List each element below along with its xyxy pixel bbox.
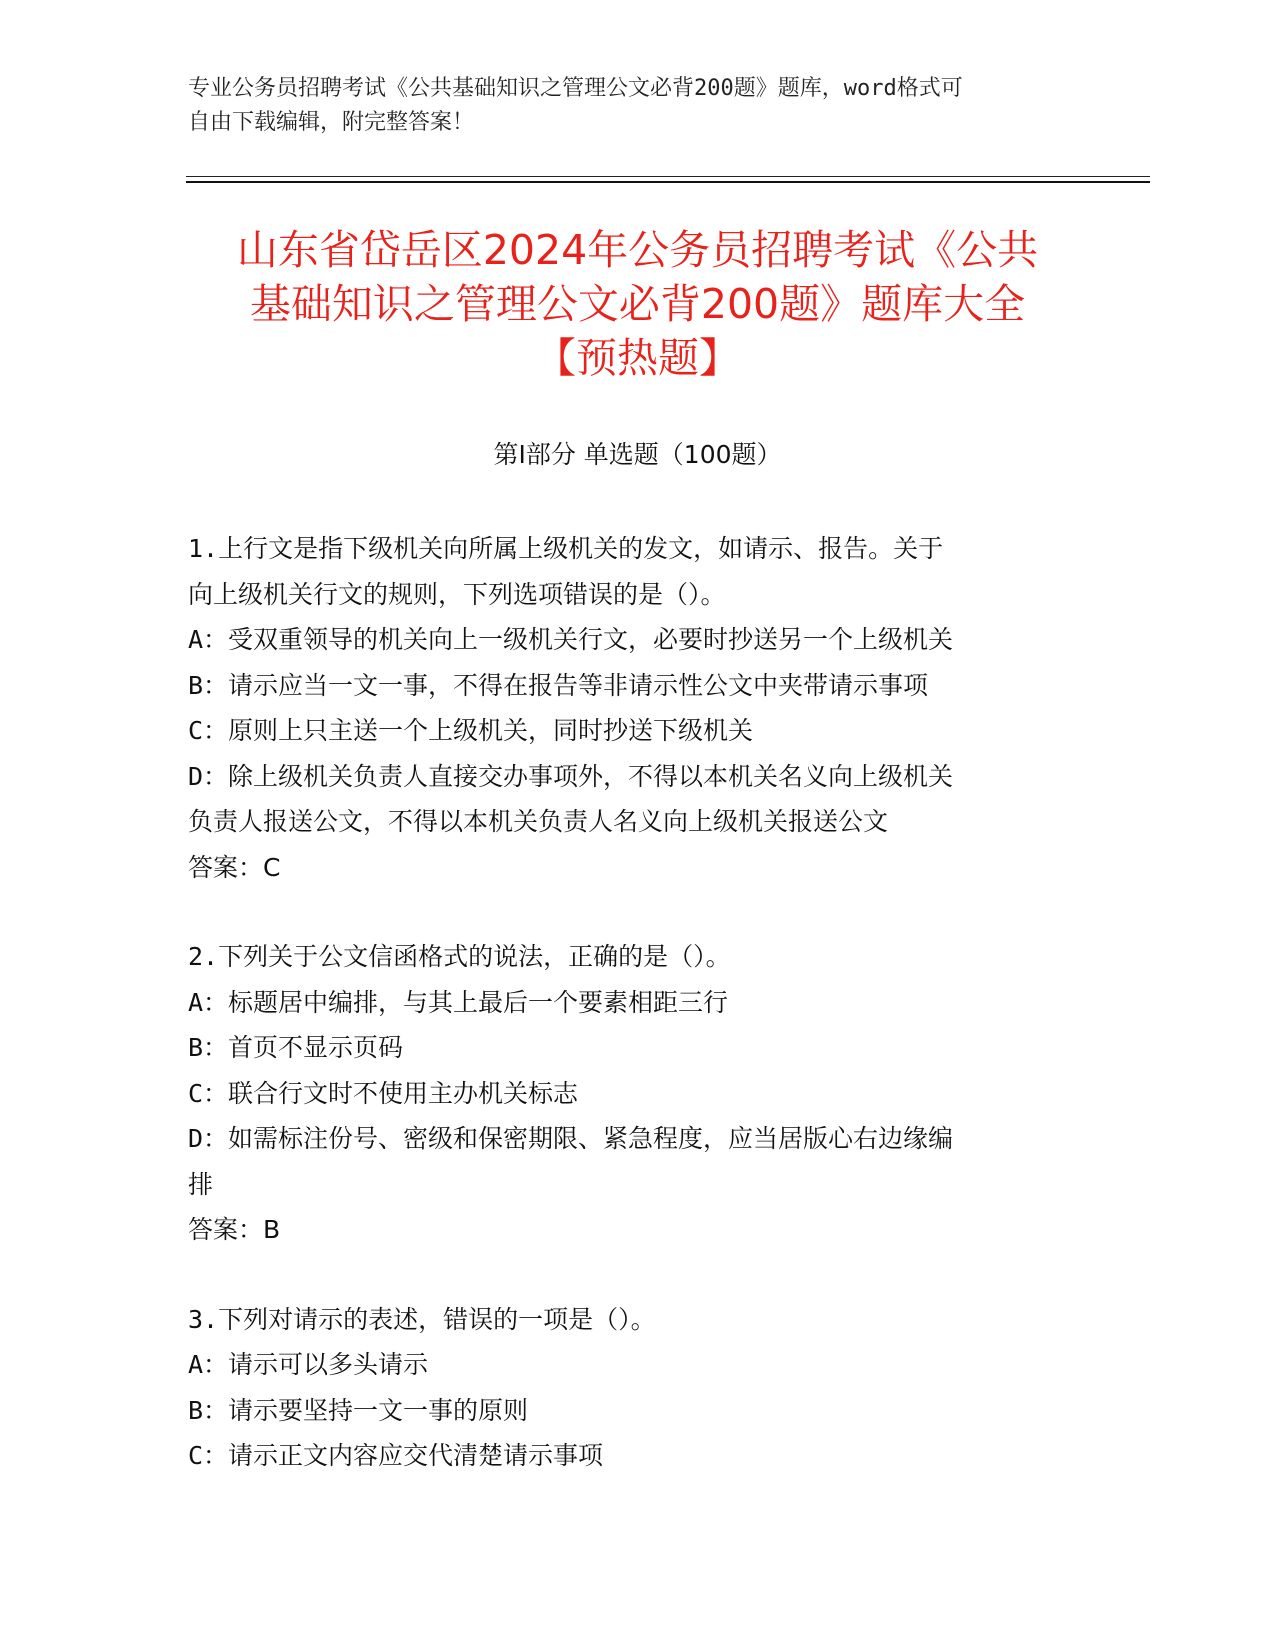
document-title (150, 223, 1125, 385)
option-d-continued: 负责人报送公文，不得以本机关负责人名义向上级机关报送公文 (188, 807, 889, 836)
document-title-line-3: 【预热题】 (535, 334, 740, 382)
document-title-line-1: 山东省岱岳区2024年公务员招聘考试《公共 (236, 226, 1039, 274)
option-b: B：首页不显示页码 (188, 1033, 404, 1062)
question-3 (188, 1297, 1068, 1479)
question-stem-line: 1.上行文是指下级机关向所属上级机关的发文，如请示、报告。关于 (188, 534, 944, 563)
option-d: D：如需标注份号、密级和保密期限、紧急程度，应当居版心右边缘编 (188, 1124, 954, 1153)
option-d: D：除上级机关负责人直接交办事项外，不得以本机关名义向上级机关 (188, 761, 954, 791)
question-stem-line: 3.下列对请示的表述，错误的一项是（）。 (188, 1304, 656, 1334)
option-b: B：请示应当一文一事，不得在报告等非请示性公文中夹带请示事项 (188, 670, 929, 700)
header-divider-thin (186, 176, 1150, 177)
header-divider-thick (186, 181, 1150, 183)
option-d-continued: 排 (188, 1169, 214, 1199)
question-2 (188, 934, 1068, 1253)
header-note (188, 72, 1068, 140)
header-note-line-2: 自由下载编辑，附完整答案！ (188, 110, 475, 135)
question-stem-line: 2.下列关于公文信函格式的说法，正确的是（）。 (188, 942, 731, 971)
option-c: C：请示正文内容应交代清楚请示事项 (188, 1441, 604, 1470)
option-b: B：请示要坚持一文一事的原则 (188, 1395, 529, 1425)
option-a: A：受双重领导的机关向上一级机关行文，必要时抄送另一个上级机关 (188, 625, 954, 654)
option-c: C：联合行文时不使用主办机关标志 (188, 1078, 579, 1108)
section-heading: 第Ⅰ部分 单选题（100题） (493, 440, 782, 469)
header-note-line-1: 专业公务员招聘考试《公共基础知识之管理公文必背200题》题库，word格式可 (188, 76, 963, 101)
option-a: A：标题居中编排，与其上最后一个要素相距三行 (188, 987, 729, 1017)
option-c: C：原则上只主送一个上级机关，同时抄送下级机关 (188, 716, 754, 745)
answer: 答案：C (188, 852, 281, 882)
question-stem-line: 向上级机关行文的规则，下列选项错误的是（）。 (188, 579, 726, 609)
question-list (188, 526, 1068, 1523)
answer: 答案：B (188, 1215, 281, 1244)
document-title-line-2: 基础知识之管理公文必背200题》题库大全 (249, 280, 1026, 328)
option-a: A：请示可以多头请示 (188, 1350, 429, 1379)
question-1 (188, 526, 1068, 890)
